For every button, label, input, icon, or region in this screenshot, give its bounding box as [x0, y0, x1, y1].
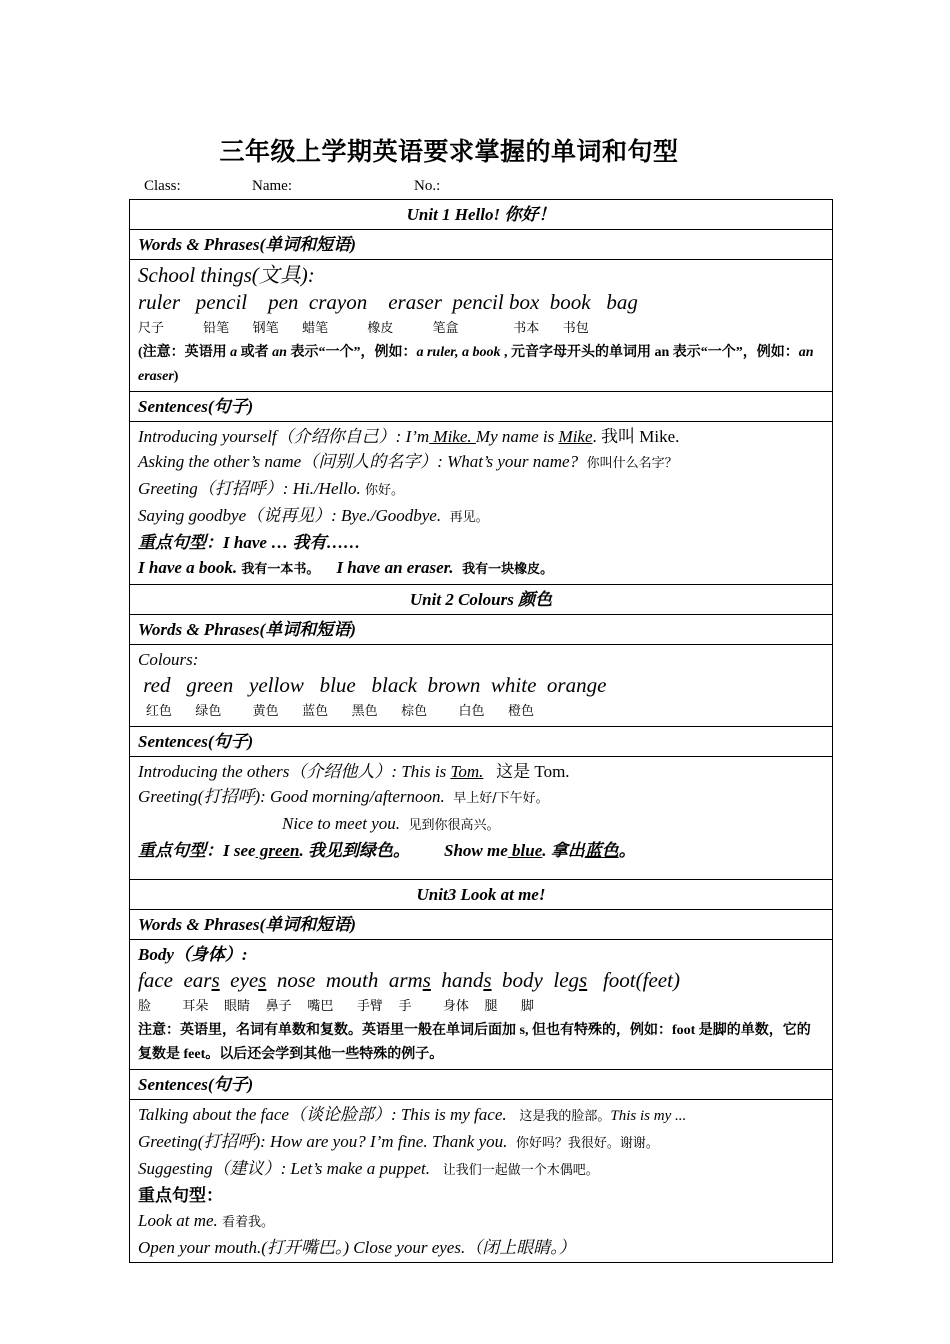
word: book	[549, 290, 591, 314]
sentence-translation: 早上好/下午好。	[453, 791, 549, 806]
unit2-word-list	[138, 672, 824, 699]
translation: 耳朵	[182, 999, 209, 1014]
word: red	[143, 673, 171, 697]
translation: 腿	[484, 999, 498, 1014]
unit3-word-translations	[138, 994, 824, 1019]
sentence-introducing-yourself	[138, 424, 824, 449]
translation: 红色	[145, 704, 172, 719]
sentence-nice-to-meet	[138, 811, 824, 838]
sentence-blank: Mike.	[429, 427, 476, 446]
key-text: . 我见到绿色。	[299, 841, 410, 860]
number-label: No.:	[414, 178, 441, 194]
name-label: Name:	[252, 178, 292, 194]
translation: 尺子	[138, 321, 165, 336]
key-text: 重点句型：I see	[138, 841, 256, 860]
unit1-article-note	[138, 341, 824, 389]
sentence-text: Saying goodbye（说再见）: Bye./Goodbye.	[138, 506, 442, 525]
note-example: an eraser	[138, 345, 814, 384]
translation: 鼻子	[265, 999, 292, 1014]
translation: 钢笔	[252, 321, 279, 336]
sentence-text: My name is	[475, 427, 559, 446]
unit2-sentences-heading: Sentences(句子)	[130, 727, 833, 757]
unit3-words-heading: Words & Phrases(单词和短语)	[130, 910, 833, 940]
translation: 白色	[458, 704, 485, 719]
note-text: )	[173, 369, 179, 384]
key-text: Show me	[444, 841, 508, 860]
sentence-text: Introducing yourself（介绍你自己）: I’m	[138, 427, 430, 446]
word: pencil box	[452, 290, 540, 314]
unit3-word-list: face ears eyes nose mouth arms hands body legs foot(feet)	[138, 968, 680, 992]
vocabulary-table	[129, 199, 833, 1263]
translation: 脚	[521, 999, 535, 1014]
sentence-text: Look at me.	[138, 1211, 218, 1230]
sentence-introducing-others	[138, 759, 824, 784]
unit3-sentences-heading: Sentences(句子)	[130, 1070, 833, 1100]
unit1-sentences-cell	[130, 422, 833, 585]
translation: 黄色	[252, 704, 279, 719]
sentence-translation: 你叫什么名字？	[586, 456, 678, 471]
sentence-text: Suggesting（建议）: Let’s make a puppet.	[138, 1159, 430, 1178]
sentence-blank: Mike	[558, 427, 593, 446]
translation: 橡皮	[367, 321, 394, 336]
sentence-text: This is my ...	[610, 1108, 687, 1124]
unit2-sentences-cell	[130, 757, 833, 880]
note-text: (注意：英语用	[138, 345, 231, 360]
word: blue	[319, 673, 356, 697]
note-example: a	[230, 345, 238, 360]
translation: 橙色	[507, 704, 534, 719]
example-sentence: I have a book.	[138, 558, 238, 577]
sentence-translation: 这是 Tom.	[496, 762, 570, 781]
unit1-words-heading: Words & Phrases(单词和短语)	[130, 230, 833, 260]
translation: 书本	[513, 321, 540, 336]
unit1-word-translations	[138, 316, 824, 341]
colours-label: Colours:	[138, 650, 199, 669]
word: orange	[546, 673, 607, 697]
sentence-greeting	[138, 476, 824, 503]
example-translation: 我有一本书。	[241, 562, 320, 577]
unit1-word-list	[138, 289, 824, 316]
word: green	[186, 673, 234, 697]
key-pattern-examples	[138, 555, 824, 582]
sentence-asking-name	[138, 449, 824, 476]
word: bag	[606, 290, 638, 314]
sentence-greeting	[138, 1129, 824, 1156]
translation: 手臂	[356, 999, 383, 1014]
key-pattern	[138, 838, 824, 863]
word: eraser	[388, 290, 442, 314]
translation: 蓝色	[302, 704, 329, 719]
translation: 手	[398, 999, 412, 1014]
unit1-words-cell	[130, 260, 833, 392]
unit3-heading: Unit3 Look at me!	[130, 880, 833, 910]
unit2-words-cell	[130, 645, 833, 727]
unit2-words-heading: Words & Phrases(单词和短语)	[130, 615, 833, 645]
sentence-talking-face	[138, 1102, 824, 1129]
class-label: Class:	[144, 178, 181, 194]
word: ruler	[138, 290, 180, 314]
sentence-greeting	[138, 784, 824, 811]
note-text: 或者	[237, 345, 273, 360]
sentence-translation: 这是我的脸部。	[519, 1109, 611, 1124]
key-text: 。	[618, 841, 636, 860]
word: pencil	[195, 290, 248, 314]
translation: 蜡笔	[302, 321, 329, 336]
key-pattern-label: 重点句型：	[138, 1186, 223, 1205]
sentence-open-close: Open your mouth.(打开嘴巴。) Close your eyes.（闭上眼睛。）	[138, 1238, 576, 1257]
sentence-goodbye	[138, 503, 824, 530]
body-label: Body（身体）:	[138, 945, 248, 964]
sentence-translation: 你好吗？我很好。谢谢。	[515, 1136, 659, 1151]
key-blank: green	[255, 841, 300, 860]
translation: 棕色	[401, 704, 428, 719]
sentence-translation: 见到你很高兴。	[408, 818, 500, 833]
sentence-text: Asking the other’s name（问别人的名字）: What’s your name?	[138, 452, 579, 471]
word: white	[490, 673, 537, 697]
sentence-text: Greeting(打招呼): Good morning/afternoon.	[138, 787, 445, 806]
school-things-label: School things(文具):	[138, 263, 315, 287]
translation: 眼睛	[224, 999, 251, 1014]
page-title: 三年级上学期英语要求掌握的单词和句型	[219, 137, 679, 166]
unit3-plural-note: 注意：英语里，名词有单数和复数。英语里一般在单词后面加 s, 但也有特殊的，例如：foot 是脚的单数，它的复数是 feet。以后还会学到其他一些特殊的例子。	[138, 1023, 811, 1062]
sentence-text: Greeting(打招呼): How are you? I’m fine. Thank you.	[138, 1132, 508, 1151]
sentence-text: Talking about the face（谈论脸部）: This is my face.	[138, 1105, 507, 1124]
unit1-sentences-heading: Sentences(句子)	[130, 392, 833, 422]
unit3-words-cell	[130, 940, 833, 1070]
unit1-heading: Unit 1 Hello! 你好！	[130, 200, 833, 230]
translation: 绿色	[195, 704, 222, 719]
sentence-translation: 你好。	[364, 483, 404, 498]
example-translation: 我有一块橡皮。	[462, 562, 554, 577]
unit2-word-translations	[138, 699, 824, 724]
sentence-suggesting	[138, 1156, 824, 1183]
unit3-sentences-cell	[130, 1100, 833, 1263]
sentence-blank: Tom.	[450, 762, 484, 781]
translation: 铅笔	[203, 321, 230, 336]
word: brown	[427, 673, 481, 697]
key-text: . 拿出	[542, 841, 585, 860]
note-example: a ruler, a book	[416, 345, 501, 360]
note-text: , 元音字母开头的单词用 an 表示“一个”，例如：	[500, 345, 799, 360]
sentence-translation: 看着我。	[222, 1215, 275, 1230]
translation: 嘴巴	[307, 999, 334, 1014]
key-blank: blue	[507, 841, 543, 860]
sentence-text: Greeting（打招呼）: Hi./Hello.	[138, 479, 361, 498]
word: pen	[268, 290, 299, 314]
example-sentence: I have an eraser.	[336, 558, 454, 577]
translation: 笔盒	[432, 321, 459, 336]
sentence-translation: . 我叫 Mike.	[592, 427, 680, 446]
note-example: an	[272, 345, 287, 360]
key-blank: 蓝色	[584, 841, 619, 860]
word: yellow	[249, 673, 304, 697]
translation: 脸	[138, 999, 152, 1014]
sentence-translation: 让我们一起做一个木偶吧。	[442, 1163, 599, 1178]
translation: 黑色	[351, 704, 378, 719]
sentence-text: Introducing the others（介绍他人）: This is	[138, 762, 451, 781]
sentence-text: Nice to meet you.	[282, 814, 401, 833]
translation: 身体	[442, 999, 469, 1014]
sentence-look-at-me	[138, 1208, 824, 1235]
sentence-translation: 再见。	[449, 510, 489, 525]
translation: 书包	[562, 321, 589, 336]
word: crayon	[308, 290, 368, 314]
note-text: 表示“一个”，例如：	[286, 345, 417, 360]
word: black	[371, 673, 417, 697]
key-pattern: 重点句型：I have … 我有……	[138, 533, 361, 552]
unit2-heading: Unit 2 Colours 颜色	[130, 585, 833, 615]
